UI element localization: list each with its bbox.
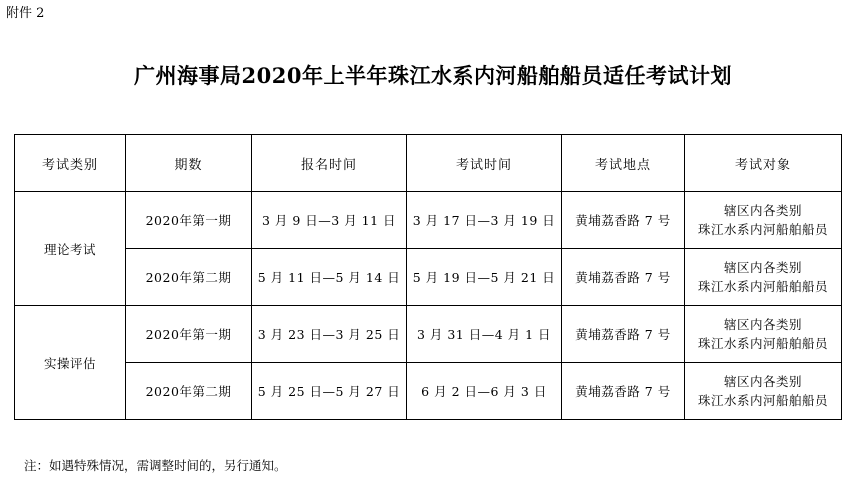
table-header-row (15, 135, 842, 192)
period-cell: 2020年第一期 (126, 306, 252, 363)
registration-cell: 5 月 11 日—5 月 14 日 (252, 249, 407, 306)
target-line-2: 珠江水系内河船舶船员 (697, 222, 828, 237)
target-cell (685, 192, 842, 249)
header-exam-time: 考试时间 (407, 135, 562, 192)
target-cell (685, 306, 842, 363)
table-row (15, 306, 842, 363)
target-line-2: 珠江水系内河船舶船员 (697, 336, 828, 351)
exam-schedule-table (14, 134, 842, 420)
target-cell (685, 249, 842, 306)
target-line-1: 辖区内各类别 (723, 260, 802, 275)
registration-cell: 5 月 25 日—5 月 27 日 (252, 363, 407, 420)
exam-time-cell: 6 月 2 日—6 月 3 日 (407, 363, 562, 420)
header-exam-category: 考试类别 (15, 135, 126, 192)
exam-time-cell: 3 月 31 日—4 月 1 日 (407, 306, 562, 363)
header-period: 期数 (126, 135, 252, 192)
location-cell: 黄埔荔香路 7 号 (562, 249, 685, 306)
header-exam-target: 考试对象 (685, 135, 842, 192)
table-row (15, 363, 842, 420)
target-line-2: 珠江水系内河船舶船员 (697, 393, 828, 408)
target-line-1: 辖区内各类别 (723, 374, 802, 389)
location-cell: 黄埔荔香路 7 号 (562, 192, 685, 249)
table-row (15, 192, 842, 249)
attachment-label: 附件 2 (6, 6, 45, 21)
category-cell-practical: 实操评估 (15, 306, 126, 420)
exam-time-cell: 3 月 17 日—3 月 19 日 (407, 192, 562, 249)
header-exam-location: 考试地点 (562, 135, 685, 192)
footnote: 注：如遇特殊情况，需调整时间的，另行通知。 (24, 458, 287, 473)
table-row (15, 249, 842, 306)
target-line-2: 珠江水系内河船舶船员 (697, 279, 828, 294)
registration-cell: 3 月 23 日—3 月 25 日 (252, 306, 407, 363)
registration-cell: 3 月 9 日—3 月 11 日 (252, 192, 407, 249)
location-cell: 黄埔荔香路 7 号 (562, 306, 685, 363)
category-cell-theory: 理论考试 (15, 192, 126, 306)
target-line-1: 辖区内各类别 (723, 317, 802, 332)
target-cell (685, 363, 842, 420)
target-line-1: 辖区内各类别 (723, 203, 802, 218)
period-cell: 2020年第二期 (126, 249, 252, 306)
document-title: 广州海事局2020年上半年珠江水系内河船舶船员适任考试计划 (134, 63, 732, 88)
location-cell: 黄埔荔香路 7 号 (562, 363, 685, 420)
header-registration-time: 报名时间 (252, 135, 407, 192)
period-cell: 2020年第一期 (126, 192, 252, 249)
exam-time-cell: 5 月 19 日—5 月 21 日 (407, 249, 562, 306)
period-cell: 2020年第二期 (126, 363, 252, 420)
